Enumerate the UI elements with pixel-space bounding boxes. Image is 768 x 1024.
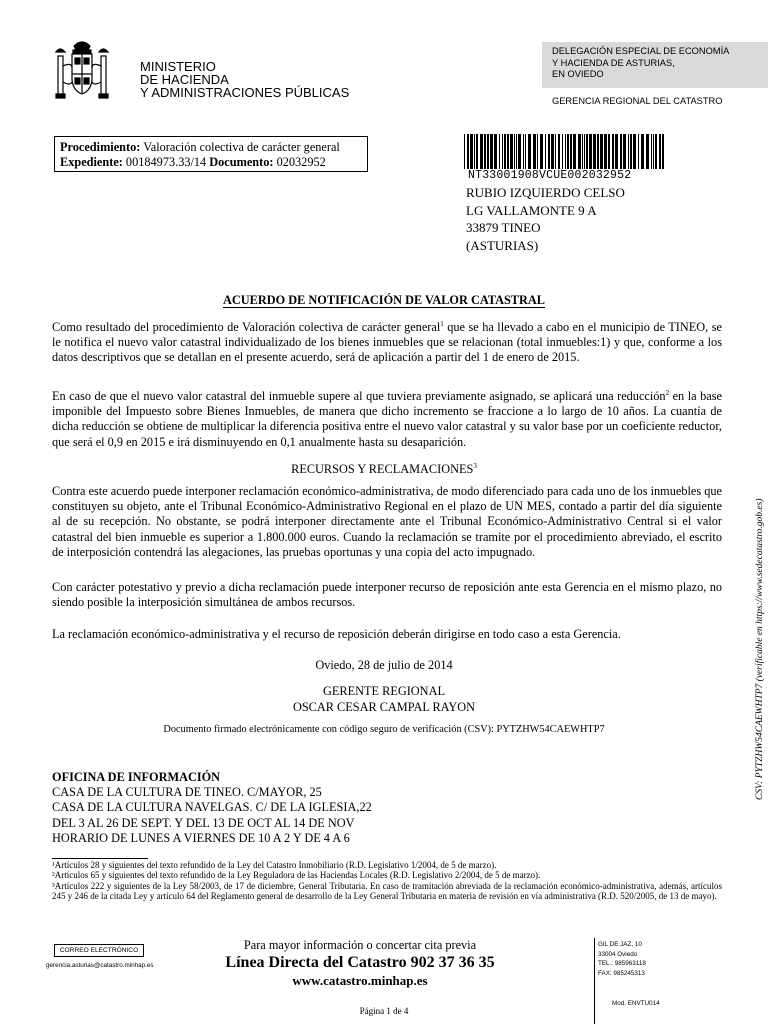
paragraph-reduction xyxy=(52,389,722,450)
paragraph-text: En caso de que el nuevo valor catastral del inmueble supere al que tuviera previamente asignado, se aplicará una reducción xyxy=(52,389,666,403)
procedure-label: Procedimiento: xyxy=(60,140,141,154)
barcode-text: NT33001908VCUE002032952 xyxy=(468,169,632,182)
delegation-line: Y HACIENDA DE ASTURIAS, xyxy=(552,57,675,68)
csv-note: Documento firmado electrónicamente con código seguro de verificación (CSV): PYTZHW54CAEWHTP7 xyxy=(163,724,605,735)
ministry-line: MINISTERIO xyxy=(140,59,216,74)
address-line: 33004 Oviedo xyxy=(598,950,638,958)
email-label: CORREO ELECTRÓNICO xyxy=(54,944,144,957)
delegation-line: EN OVIEDO xyxy=(552,69,604,79)
procedure-value: Valoración colectiva de carácter general xyxy=(140,140,340,154)
side-csv-note: CSV: PYTZHW54CAEWHTP7 (verificable en https://www.sedecatastro.gob.es) xyxy=(755,498,765,800)
document-title xyxy=(0,293,768,308)
footnote: ¹Artículos 28 y siguientes del texto refundido de la Ley del Catastro Inmobiliario (R.D. Legislativo 1/2004, de 5 de marzo). xyxy=(52,860,497,870)
regional-office: GERENCIA REGIONAL DEL CATASTRO xyxy=(552,96,723,106)
office-heading: OFICINA DE INFORMACIÓN xyxy=(52,770,221,784)
footnote-divider xyxy=(52,858,148,859)
office-line: CASA DE LA CULTURA NAVELGAS. C/ DE LA IGLESIA,22 xyxy=(52,800,372,815)
delegation-line: DELEGACIÓN ESPECIAL DE ECONOMÍA xyxy=(552,46,730,56)
signer-name: OSCAR CESAR CAMPAL RAYON xyxy=(292,700,476,714)
office-address xyxy=(598,940,646,978)
footer-contact xyxy=(200,938,520,989)
page-number: Página 1 de 4 xyxy=(359,1006,409,1016)
procedure-box xyxy=(54,136,368,172)
paragraph-text: que se ha llevado a cabo en el municipio de TINEO, se le notifica el nuevo valor catastral individualizado de los bienes inmuebles que se relacionan (total inmuebles:1) y que, conforme a los datos descriptivos que se detallan en el presente acuerdo, será de aplicación a partir del 1 de enero de 2015. xyxy=(52,320,722,365)
file-value: 00184973.33/14 xyxy=(122,155,210,169)
recipient-line: LG VALLAMONTE 9 A xyxy=(466,202,597,218)
email-link[interactable]: gerencia.asturias@catastro.minhap.es xyxy=(46,962,154,969)
ministry-name xyxy=(140,60,349,99)
barcode-icon xyxy=(464,134,664,169)
address-line: FAX: 985245313 xyxy=(598,969,645,977)
paragraph-text: Como resultado del procedimiento de Valoración colectiva de carácter general xyxy=(52,320,441,334)
footnote-ref: 1 xyxy=(440,319,444,328)
paragraph-valuation xyxy=(52,320,722,366)
website-link[interactable]: www.catastro.minhap.es xyxy=(292,973,428,988)
info-line: Para mayor información o concertar cita previa xyxy=(243,938,477,952)
footnote: ²Artículos 65 y siguientes del texto refundido de la Ley Reguladora de las Haciendas Locales (R.D. Legislativo 2/2004, de 5 de marzo). xyxy=(52,870,541,881)
footnotes xyxy=(52,860,722,902)
recipient-address xyxy=(466,184,625,254)
document-value: 02032952 xyxy=(273,155,326,169)
resources-heading-text: RECURSOS Y RECLAMACIONES xyxy=(291,462,474,476)
file-line xyxy=(60,155,326,170)
paragraph-reposition: Con carácter potestativo y previo a dicha reclamación puede interponer recurso de reposición ante esta Gerencia en el mismo plazo, no siendo posible la interposición simultánea de ambos recursos. xyxy=(52,580,722,610)
address-line: GIL DE JAZ, 10 xyxy=(598,941,642,948)
office-line: CASA DE LA CULTURA DE TINEO. C/MAYOR, 25 xyxy=(52,785,322,800)
procedure-line xyxy=(60,140,340,155)
recipient-line: 33879 TINEO xyxy=(466,220,541,235)
royal-crest-icon xyxy=(52,36,112,104)
delegation-name xyxy=(552,46,729,81)
hotline: Línea Directa del Catastro 902 37 36 35 xyxy=(225,954,495,971)
recipient-line: RUBIO IZQUIERDO CELSO xyxy=(466,185,625,200)
recipient-line: (ASTURIAS) xyxy=(466,237,539,253)
office-line: HORARIO DE LUNES A VIERNES DE 10 A 2 Y DE 4 A 6 xyxy=(52,830,350,845)
footnote-ref: 3 xyxy=(473,461,477,470)
paragraph-appeal: Contra este acuerdo puede interponer reclamación económico-administrativa, de modo diferenciado para cada uno de los inmuebles que constituyen su objeto, ante el Tribunal Económico-Administrativo Regional en el plazo de UN MES, contado a partir del día siguiente al de su recepción. No obstante, se podrá interponer directamente ante el Tribunal Económico-Administrativo Central si el valor catastral del bien inmueble es superior a 1.800.000 euros. Cuando la reclamación se tramite por el procedimiento abreviado, el escrito de interposición contendrá las alegaciones, las pruebas oportunas y una copia del acto impugnado. xyxy=(52,484,722,559)
document-title-text: ACUERDO DE NOTIFICACIÓN DE VALOR CATASTRAL xyxy=(223,293,545,307)
ministry-line: DE HACIENDA xyxy=(140,72,229,87)
footnote: ³Artículos 222 y siguientes de la Ley 58/2003, de 17 de diciembre, General Tributaria. En caso de tramitación abreviada de la reclamación económico-administrativa, además, artículos 245 y 246 de la citada Ley y artículo 64 del Reglamento general de desarrollo de la Ley General Tributaria en materia de revisión en vía administrativa (R.D. 520/2005, de 13 de mayo). xyxy=(52,880,722,902)
ministry-line: Y ADMINISTRACIONES PÚBLICAS xyxy=(140,85,350,100)
paragraph-addressing: La reclamación económico-administrativa y el recurso de reposición deberán dirigirse en todo caso a esta Gerencia. xyxy=(52,627,621,641)
resources-heading xyxy=(0,462,768,477)
file-label: Expediente: xyxy=(60,155,123,169)
document-label: Documento: xyxy=(209,155,274,169)
information-office xyxy=(52,770,372,846)
address-line: TEL.: 985963118 xyxy=(598,960,646,967)
footnote-ref: 2 xyxy=(665,388,670,397)
signer-role: GERENTE REGIONAL xyxy=(323,684,445,698)
office-line: DEL 3 AL 26 DE SEPT. Y DEL 13 DE OCT AL 14 DE NOV xyxy=(52,815,355,830)
place-date: Oviedo, 28 de julio de 2014 xyxy=(315,658,453,672)
paragraph-text: en la base imponible del Impuesto sobre Bienes Inmuebles, de manera que dicho incremento se fraccione a lo largo de 10 años. La cuantía de dicha reducción se obtiene de multiplicar la diferencia positiva entre el nuevo valor catastral y su valor base por un coeficiente reductor, que será el 0,9 en 2015 e irá disminuyendo en 0,1 anualmente hasta su desaparición. xyxy=(52,389,722,449)
model-code: Mod. ENVTU014 xyxy=(612,1000,660,1007)
